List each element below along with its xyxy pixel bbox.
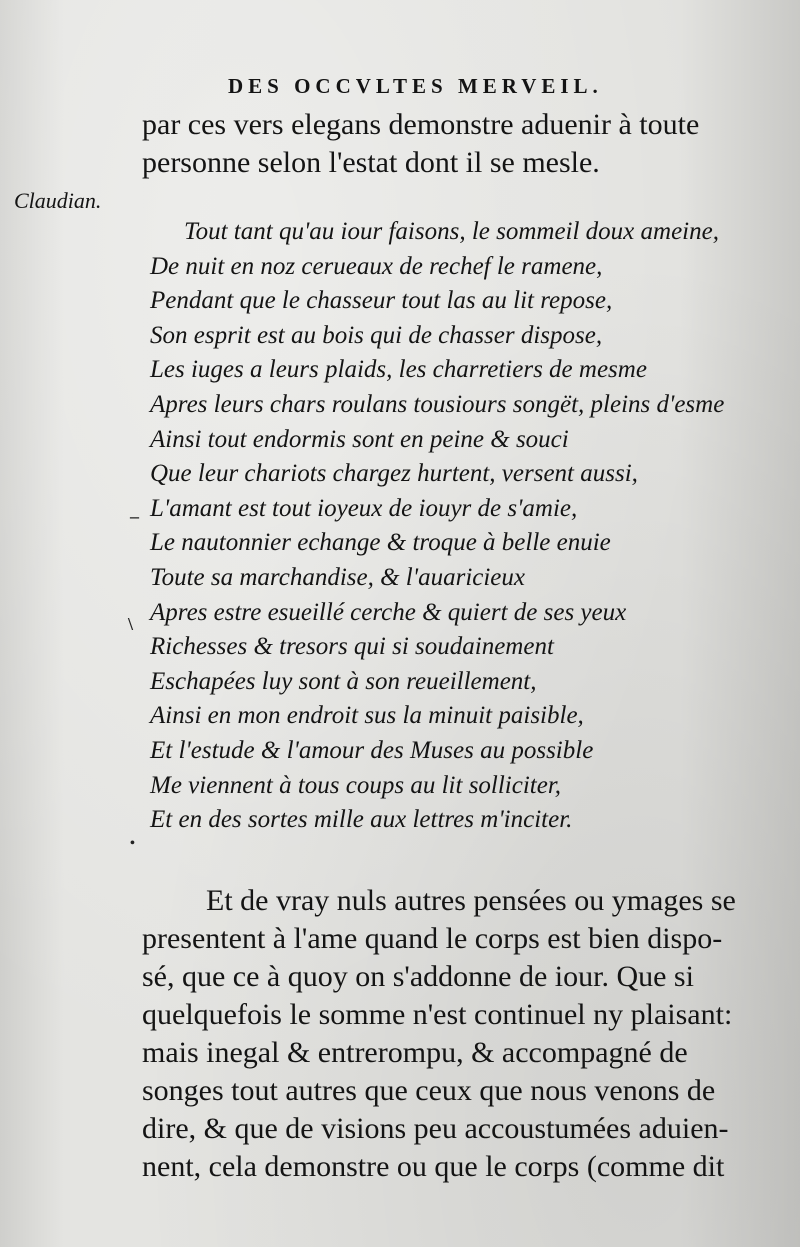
prose-line: par ces vers elegans demonstre aduenir à toute <box>142 108 700 141</box>
verse-line: Toute sa marchandise, & l'auaricieux <box>150 563 525 591</box>
verse-line: Et l'estude & l'amour des Muses au possible <box>150 736 594 764</box>
prose-bottom <box>142 882 792 1186</box>
verse-line: Pendant que le chasseur tout las au lit repose, <box>150 287 613 315</box>
verse-line: Ainsi en mon endroit sus la minuit paisible, <box>150 702 584 730</box>
prose-line: nent, cela demonstre ou que le corps (comme dit <box>142 1150 725 1183</box>
prose-line: quelquefois le somme n'est continuel ny plaisant: <box>142 998 733 1031</box>
verse-line: Les iuges a leurs plaids, les charretiers de mesme <box>150 356 647 384</box>
prose-line: songes tout autres que ceux que nous venons de <box>142 1074 716 1107</box>
prose-line: presentent à l'ame quand le corps est bien dispo- <box>142 922 723 955</box>
marginal-note-author: Claudian. <box>14 188 102 213</box>
prose-line: personne selon l'estat dont il se mesle. <box>142 146 600 179</box>
verse-quotation <box>150 215 724 838</box>
verse-line: Son esprit est au bois qui de chasser dispose, <box>150 321 603 349</box>
prose-line: dire, & que de visions peu accoustumées aduien- <box>142 1112 729 1145</box>
verse-line: Me viennent à tous coups au lit solliciter, <box>150 771 562 799</box>
running-head: DES OCCVLTES MERVEIL. <box>228 74 603 98</box>
prose-top <box>142 106 792 182</box>
verse-line: Richesses & tresors qui si soudainement <box>150 633 554 661</box>
verse-line: Apres leurs chars roulans tousiours songët, pleins d'esme <box>150 390 725 418</box>
verse-line: Et en des sortes mille aux lettres m'inciter. <box>150 806 573 834</box>
verse-line: Eschapées luy sont à son reueillement, <box>150 667 537 695</box>
prose-line: mais inegal & entrerompu, & accompagné de <box>142 1036 688 1069</box>
verse-line: L'amant est tout ioyeux de iouyr de s'amie, <box>150 494 578 522</box>
marginal-mark: \ <box>128 614 134 634</box>
verse-line: Ainsi tout endormis sont en peine & souci <box>150 425 569 453</box>
verse-line: De nuit en noz cerueaux de rechef le ramene, <box>150 252 603 280</box>
prose-line: sé, que ce à quoy on s'addonne de iour. Que si <box>142 960 694 993</box>
verse-line: Le nautonnier echange & troque à belle enuie <box>150 529 611 557</box>
marginal-mark: • <box>130 836 135 851</box>
verse-line: Tout tant qu'au iour faisons, le sommeil doux ameine, <box>184 218 719 245</box>
verse-line: Que leur chariots chargez hurtent, versent aussi, <box>150 460 638 488</box>
marginal-mark: – <box>130 506 139 526</box>
verse-line: Apres estre esueillé cerche & quiert de ses yeux <box>150 598 627 626</box>
prose-line: Et de vray nuls autres pensées ou ymages se <box>206 884 736 917</box>
